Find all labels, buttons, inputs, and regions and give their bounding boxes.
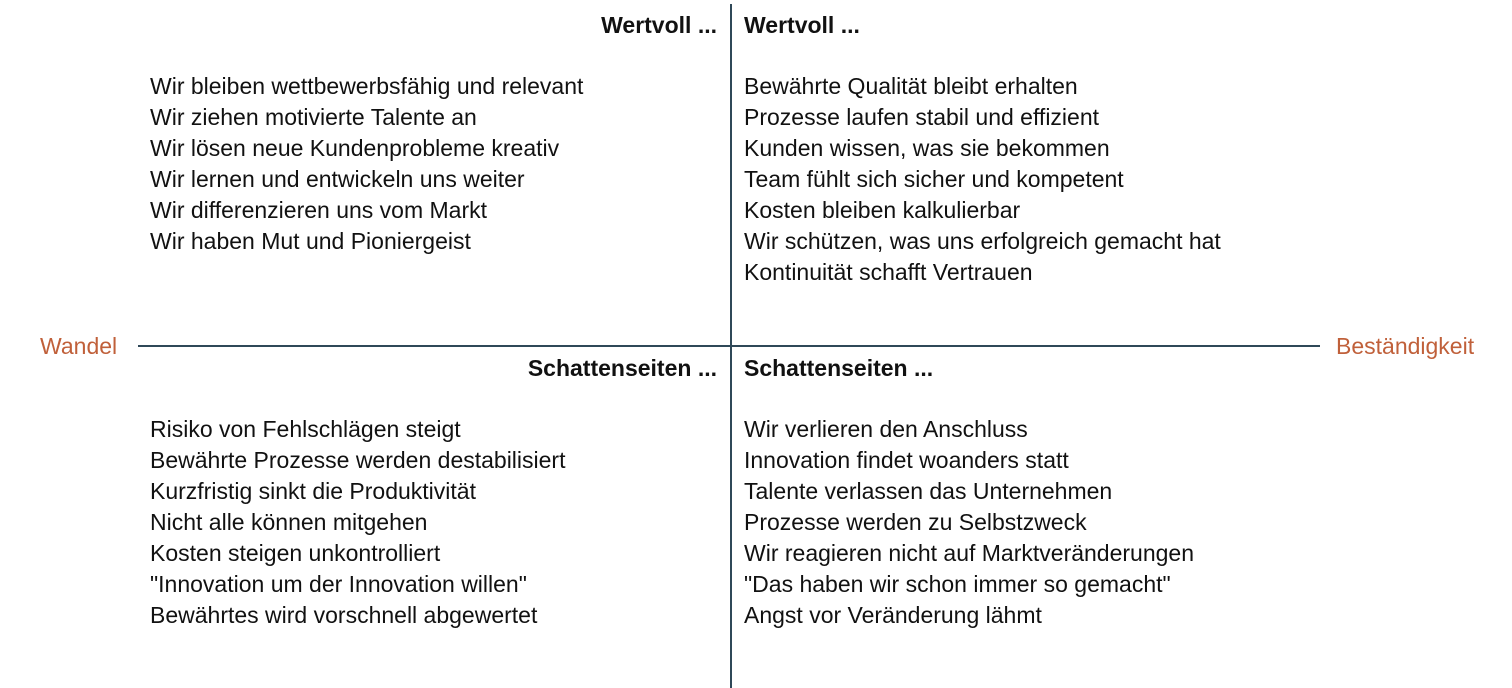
list-item: Wir bleiben wettbewerbsfähig und relevant [150, 73, 584, 99]
list-item: Kurzfristig sinkt die Produktivität [150, 478, 476, 504]
list-item: Wir reagieren nicht auf Marktveränderungen [744, 540, 1195, 566]
list-item: Talente verlassen das Unternehmen [744, 478, 1113, 504]
top-right-heading: Wertvoll ... [744, 12, 860, 38]
pole-label-wandel: Wandel [40, 333, 118, 359]
list-item: Wir haben Mut und Pioniergeist [150, 228, 471, 254]
list-item: Wir differenzieren uns vom Markt [150, 197, 488, 223]
top-left-heading: Wertvoll ... [601, 12, 717, 38]
list-item: Wir verlieren den Anschluss [744, 416, 1028, 442]
list-item: Bewährtes wird vorschnell abgewertet [150, 602, 538, 628]
list-item: Bewährte Prozesse werden destabilisiert [150, 447, 566, 473]
top-left-list [150, 71, 583, 257]
list-item: Bewährte Qualität bleibt erhalten [744, 73, 1078, 99]
list-item: Wir ziehen motivierte Talente an [150, 104, 477, 130]
list-item: Prozesse werden zu Selbstzweck [744, 509, 1087, 535]
list-item: Risiko von Fehlschlägen steigt [150, 416, 461, 442]
list-item: "Innovation um der Innovation willen" [150, 571, 527, 597]
list-item: Kosten bleiben kalkulierbar [744, 197, 1021, 223]
bottom-left-list [150, 414, 565, 631]
list-item: Wir schützen, was uns erfolgreich gemacht hat [744, 228, 1221, 254]
list-item: "Das haben wir schon immer so gemacht" [744, 571, 1171, 597]
horizontal-axis-line [138, 345, 1320, 347]
list-item: Wir lösen neue Kundenprobleme kreativ [150, 135, 560, 161]
bottom-right-heading: Schattenseiten ... [744, 355, 934, 381]
list-item: Prozesse laufen stabil und effizient [744, 104, 1100, 130]
list-item: Nicht alle können mitgehen [150, 509, 428, 535]
list-item: Angst vor Veränderung lähmt [744, 602, 1042, 628]
list-item: Kontinuität schafft Vertrauen [744, 259, 1033, 285]
list-item: Kunden wissen, was sie bekommen [744, 135, 1110, 161]
pole-label-bestaendigkeit: Beständigkeit [1336, 333, 1475, 359]
bottom-left-heading: Schattenseiten ... [527, 355, 717, 381]
list-item: Kosten steigen unkontrolliert [150, 540, 441, 566]
top-right-list [744, 71, 1221, 288]
list-item: Team fühlt sich sicher und kompetent [744, 166, 1124, 192]
bottom-right-list [744, 414, 1194, 631]
list-item: Wir lernen und entwickeln uns weiter [150, 166, 525, 192]
list-item: Innovation findet woanders statt [744, 447, 1069, 473]
